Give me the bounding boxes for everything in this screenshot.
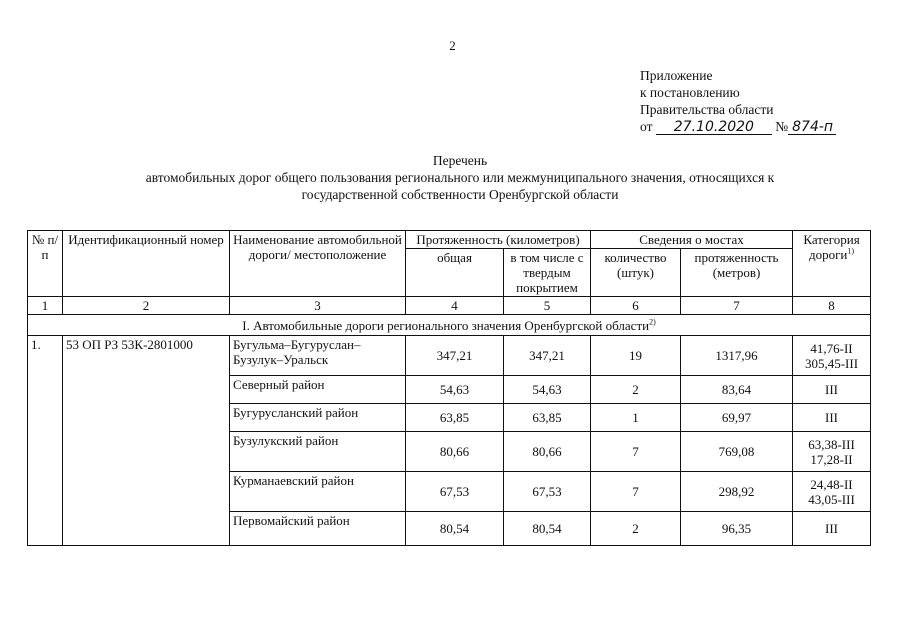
header-num: № п/п bbox=[28, 231, 63, 297]
cell-count: 19 bbox=[591, 336, 681, 376]
header-bridges-length: протяженность (метров) bbox=[681, 249, 793, 297]
cell-blength: 1317,96 bbox=[681, 336, 793, 376]
header-bridges-count: количество (штук) bbox=[591, 249, 681, 297]
cell-total: 80,66 bbox=[406, 432, 504, 472]
header-bridges: Сведения о мостах bbox=[591, 231, 793, 249]
cell-blength: 69,97 bbox=[681, 404, 793, 432]
appendix-block bbox=[640, 67, 836, 135]
handwritten-number: 874-п bbox=[788, 121, 836, 135]
category-line: 41,76-II bbox=[810, 340, 853, 356]
cell-category: III bbox=[793, 512, 871, 546]
cell-total: 54,63 bbox=[406, 376, 504, 404]
col-number: 5 bbox=[504, 297, 591, 315]
cell-num: 1. bbox=[28, 336, 63, 546]
cell-category bbox=[793, 472, 871, 512]
header-id: Идентификационный номер bbox=[63, 231, 230, 297]
title-line1: Перечень bbox=[432, 153, 488, 168]
cell-name: Бугурусланский район bbox=[230, 404, 406, 432]
col-number: 1 bbox=[28, 297, 63, 315]
cell-blength: 83,64 bbox=[681, 376, 793, 404]
cell-total: 80,54 bbox=[406, 512, 504, 546]
cell-category: III bbox=[793, 404, 871, 432]
cell-count: 7 bbox=[591, 472, 681, 512]
header-row-1 bbox=[28, 231, 871, 249]
cell-paved: 54,63 bbox=[504, 376, 591, 404]
appendix-line1: Приложение bbox=[640, 68, 713, 83]
category-line: 63,38-III bbox=[808, 436, 855, 452]
cell-id: 53 ОП РЗ 53К-2801000 bbox=[63, 336, 230, 546]
col-number: 7 bbox=[681, 297, 793, 315]
cell-category: III bbox=[793, 376, 871, 404]
category-line: 43,05-III bbox=[808, 491, 855, 507]
cell-paved: 67,53 bbox=[504, 472, 591, 512]
cell-name: Бугульма–Бугуруслан–Бузулук–Уральск bbox=[230, 336, 406, 376]
appendix-line2: к постановлению bbox=[640, 85, 740, 100]
cell-count: 2 bbox=[591, 512, 681, 546]
header-category bbox=[793, 231, 871, 297]
cell-paved: 80,54 bbox=[504, 512, 591, 546]
section-note: 2) bbox=[649, 317, 656, 327]
roads-table bbox=[27, 230, 871, 546]
header-name: Наименование автомобильной дороги/ местоположение bbox=[230, 231, 406, 297]
number-label: № bbox=[775, 119, 789, 134]
cell-category bbox=[793, 432, 871, 472]
section-title bbox=[28, 315, 871, 336]
cell-paved: 80,66 bbox=[504, 432, 591, 472]
title-line2: автомобильных дорог общего пользования регионального или межмуниципального значения, относящихся к bbox=[145, 170, 775, 185]
col-number: 4 bbox=[406, 297, 504, 315]
cell-blength: 96,35 bbox=[681, 512, 793, 546]
cell-name: Северный район bbox=[230, 376, 406, 404]
col-number: 6 bbox=[591, 297, 681, 315]
category-line: 24,48-II bbox=[810, 476, 853, 492]
section-title-text: I. Автомобильные дороги регионального значения Оренбургской области bbox=[242, 317, 650, 333]
page-number: 2 bbox=[449, 38, 456, 53]
cell-blength: 769,08 bbox=[681, 432, 793, 472]
col-number: 8 bbox=[793, 297, 871, 315]
header-length-paved: в том числе с твердым покрытием bbox=[504, 249, 591, 297]
table-row bbox=[28, 336, 871, 376]
category-line: 17,28-II bbox=[810, 451, 853, 467]
appendix-line3: Правительства области bbox=[640, 102, 774, 117]
cell-name: Бузулукский район bbox=[230, 432, 406, 472]
header-length-total: общая bbox=[406, 249, 504, 297]
header-length: Протяженность (километров) bbox=[406, 231, 591, 249]
cell-total: 63,85 bbox=[406, 404, 504, 432]
appendix-date-line bbox=[640, 118, 836, 135]
cell-count: 7 bbox=[591, 432, 681, 472]
cell-category bbox=[793, 336, 871, 376]
header-category-note: 1) bbox=[847, 246, 855, 256]
col-number: 3 bbox=[230, 297, 406, 315]
header-category-text: Категория дороги bbox=[803, 232, 860, 262]
cell-paved: 347,21 bbox=[504, 336, 591, 376]
col-number: 2 bbox=[63, 297, 230, 315]
cell-name: Курманаевский район bbox=[230, 472, 406, 512]
cell-total: 67,53 bbox=[406, 472, 504, 512]
cell-paved: 63,85 bbox=[504, 404, 591, 432]
handwritten-date: 27.10.2020 bbox=[656, 121, 772, 135]
cell-total: 347,21 bbox=[406, 336, 504, 376]
title-line3: государственной собственности Оренбургской области bbox=[301, 187, 619, 202]
cell-count: 1 bbox=[591, 404, 681, 432]
category-line: 305,45-III bbox=[804, 355, 859, 371]
section-row bbox=[28, 315, 871, 336]
document-title bbox=[60, 152, 860, 203]
cell-count: 2 bbox=[591, 376, 681, 404]
from-label: от bbox=[640, 119, 653, 134]
column-numbers-row bbox=[28, 297, 871, 315]
cell-blength: 298,92 bbox=[681, 472, 793, 512]
cell-name: Первомайский район bbox=[230, 512, 406, 546]
